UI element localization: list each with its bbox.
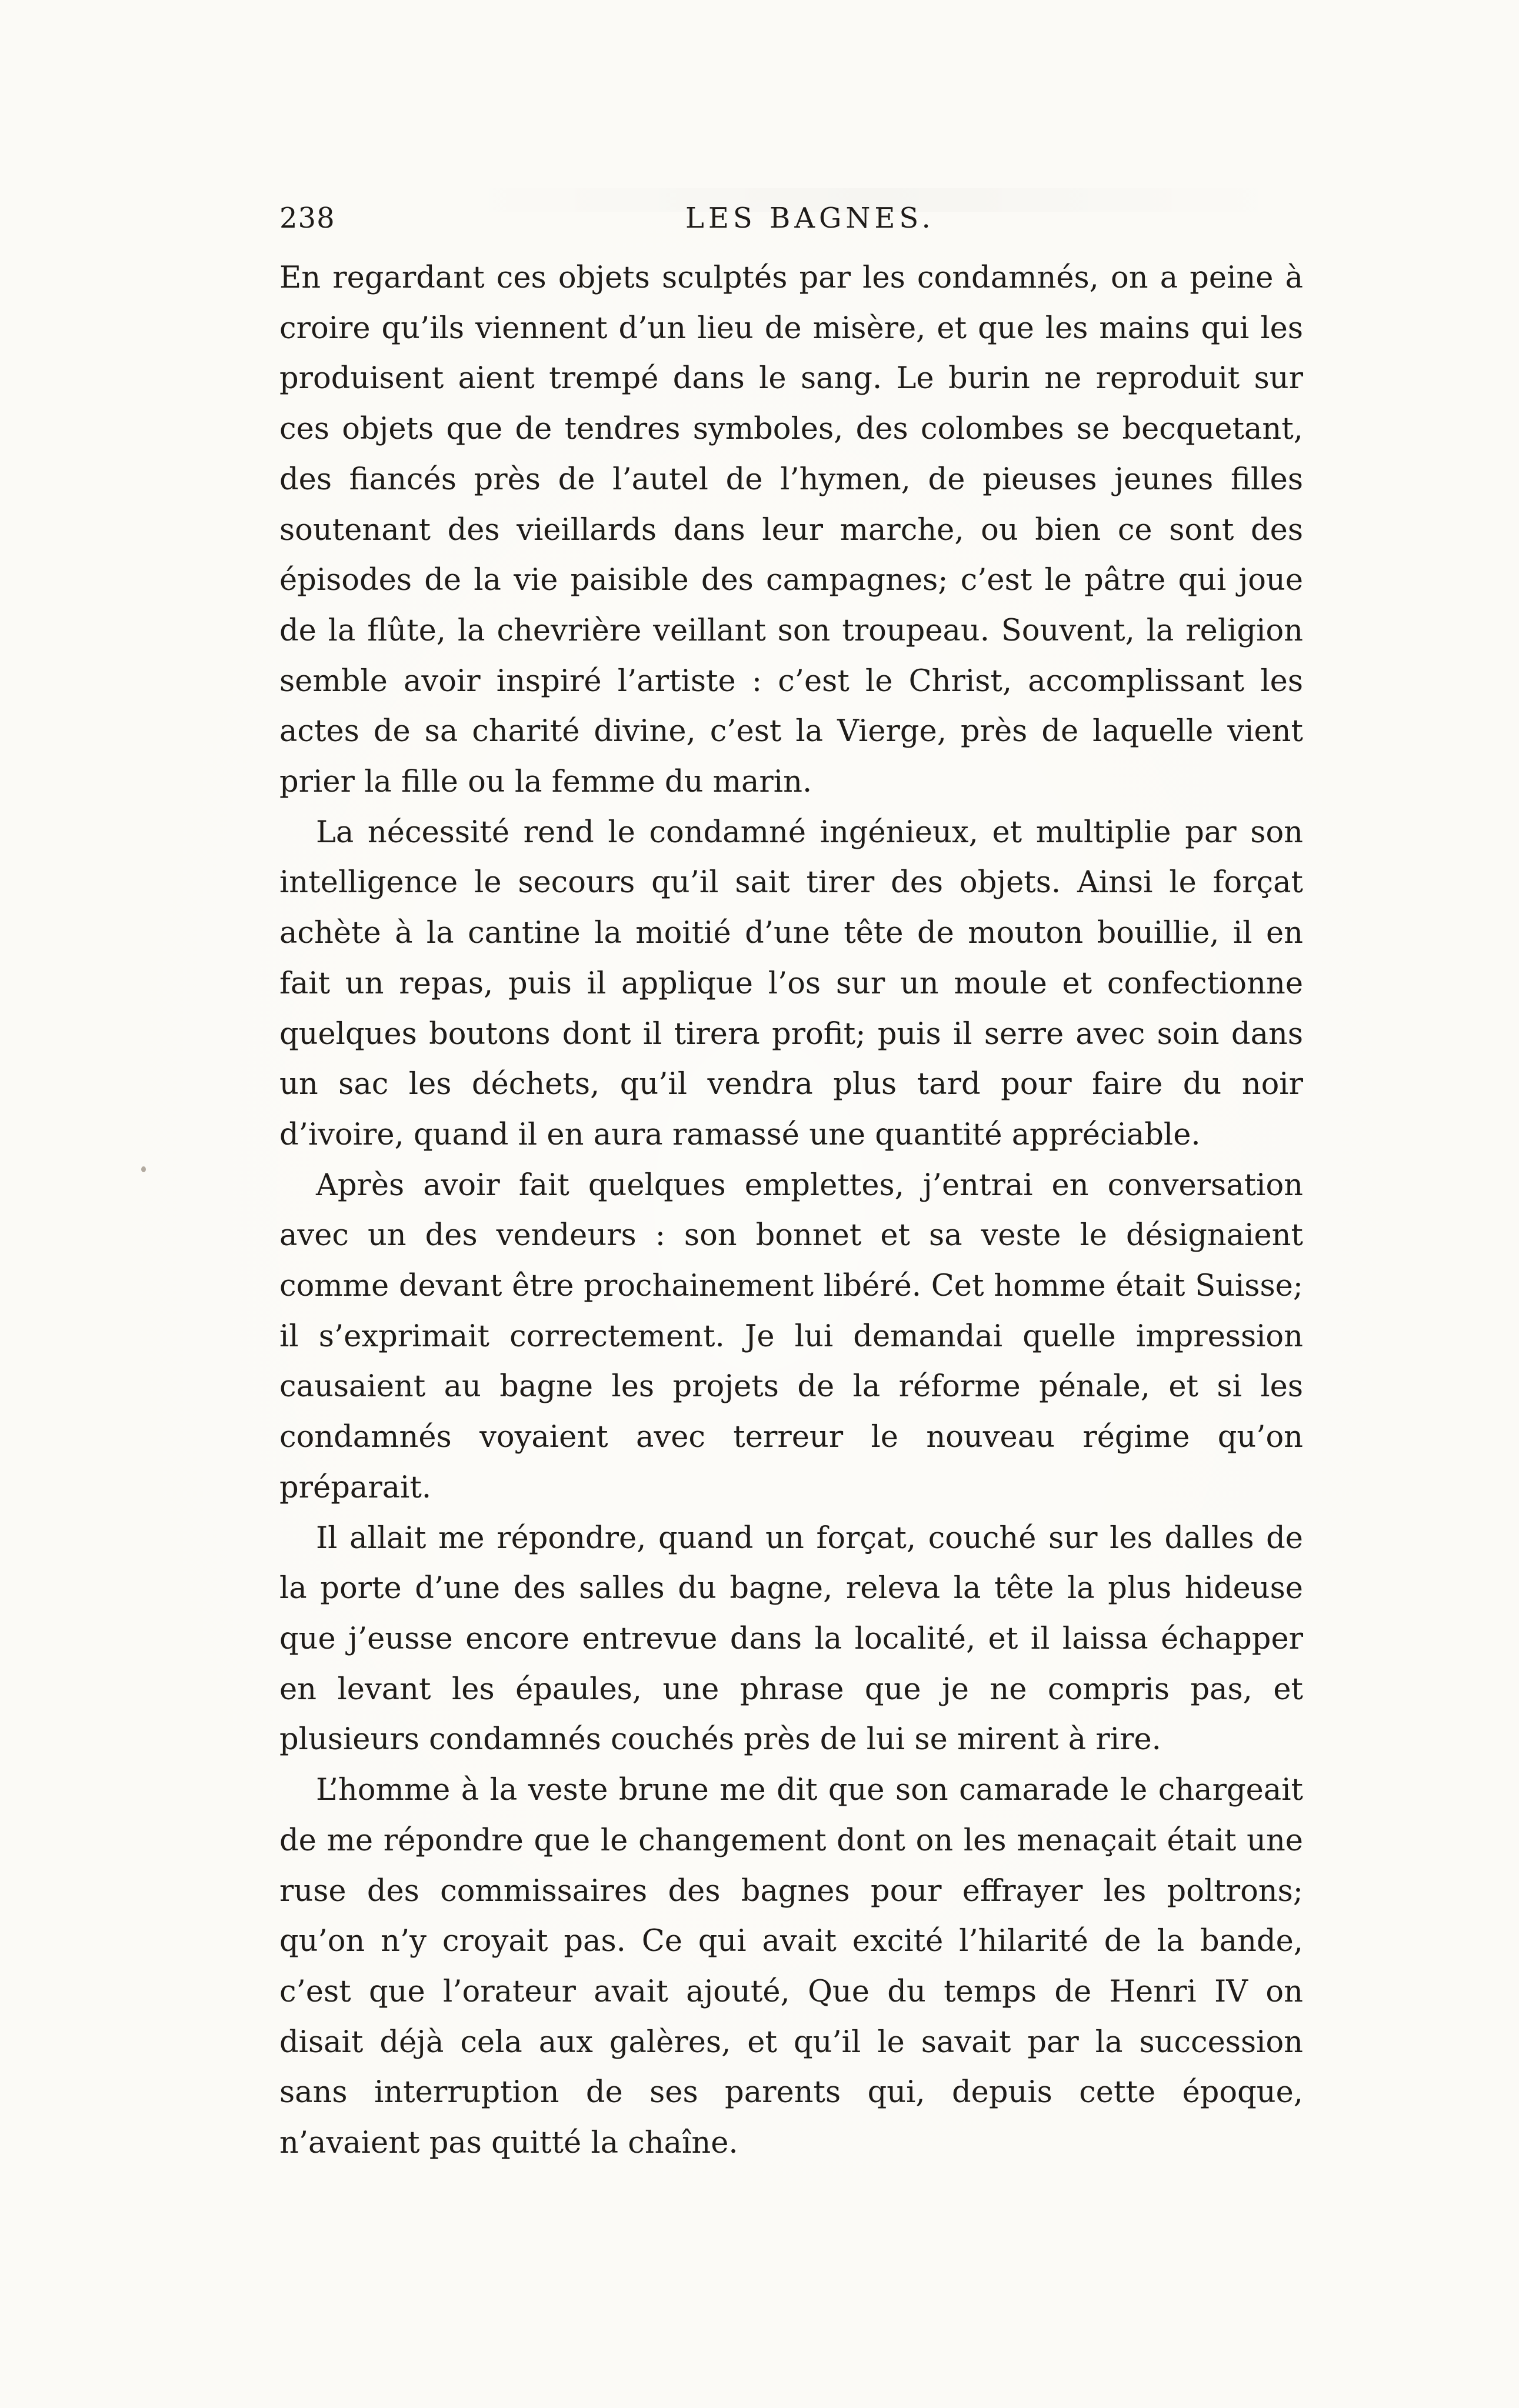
paragraph-4: Il allait me répondre, quand un forçat, couché sur les dalles de la porte d’une des salles du bagne, releva la tête la plus hideuse que j’eusse encore entrevue dans la localité, et il laissa échapper en levant les épaules, une phrase que je ne compris pas, et plusieurs condamnés couchés près de lui se mirent à rire. [279,1520,1303,1757]
page-number: 238 [279,202,335,235]
running-title: LES BAGNES. [685,202,935,235]
page-header [279,197,1303,244]
paragraph-2: La nécessité rend le condamné ingénieux, et multiplie par son intelligence le secours qu’il sait tirer des objets. Ainsi le forçat achète à la cantine la moitié d’une tête de mouton bouillie, il en fait un repas, puis il applique l’os sur un moule et confectionne quelques boutons dont il tirera profit; puis il serre avec soin dans un sac les déchets, qu’il vendra plus tard pour faire du noir d’ivoire, quand il en aura ramassé une quantité appréciable. [279,815,1303,1152]
paragraph-3: Après avoir fait quelques emplettes, j’entrai en conversation avec un des vendeurs : son bonnet et sa veste le désignaient comme devant être prochainement libéré. Cet homme était Suisse; il s’exprimait correctement. Je lui demandai quelle impression causaient au bagne les projets de la réforme pénale, et si les condamnés voyaient avec terreur le nouveau régime qu’on préparait. [279,1168,1303,1505]
body-text [279,253,1303,2169]
margin-spot [141,1166,146,1172]
paragraph-1: En regardant ces objets sculptés par les condamnés, on a peine à croire qu’ils viennent d’un lieu de misère, et que les mains qui les produisent aient trempé dans le sang. Le burin ne reproduit sur ces objets que de tendres symboles, des colombes se becquetant, des fiancés près de l’autel de l’hymen, de pieuses jeunes filles soutenant des vieillards dans leur marche, ou bien ce sont des épisodes de la vie paisible des campagnes; c’est le pâtre qui joue de la flûte, la chevrière veillant son troupeau. Souvent, la religion semble avoir inspiré l’artiste : c’est le Christ, accomplissant les actes de sa charité divine, c’est la Vierge, près de laquelle vient prier la fille ou la femme du marin. [279,261,1303,800]
paragraph-5: L’homme à la veste brune me dit que son camarade le chargeait de me répondre que le changement dont on les menaçait était une ruse des commissaires des bagnes pour effrayer les poltrons; qu’on n’y croyait pas. Ce qui avait excité l’hilarité de la bande, c’est que l’orateur avait ajouté, Que du temps de Henri IV on disait déjà cela aux galères, et qu’il le savait par la succession sans interruption de ses parents qui, depuis cette époque, n’avaient pas quitté la chaîne. [279,1773,1303,2161]
